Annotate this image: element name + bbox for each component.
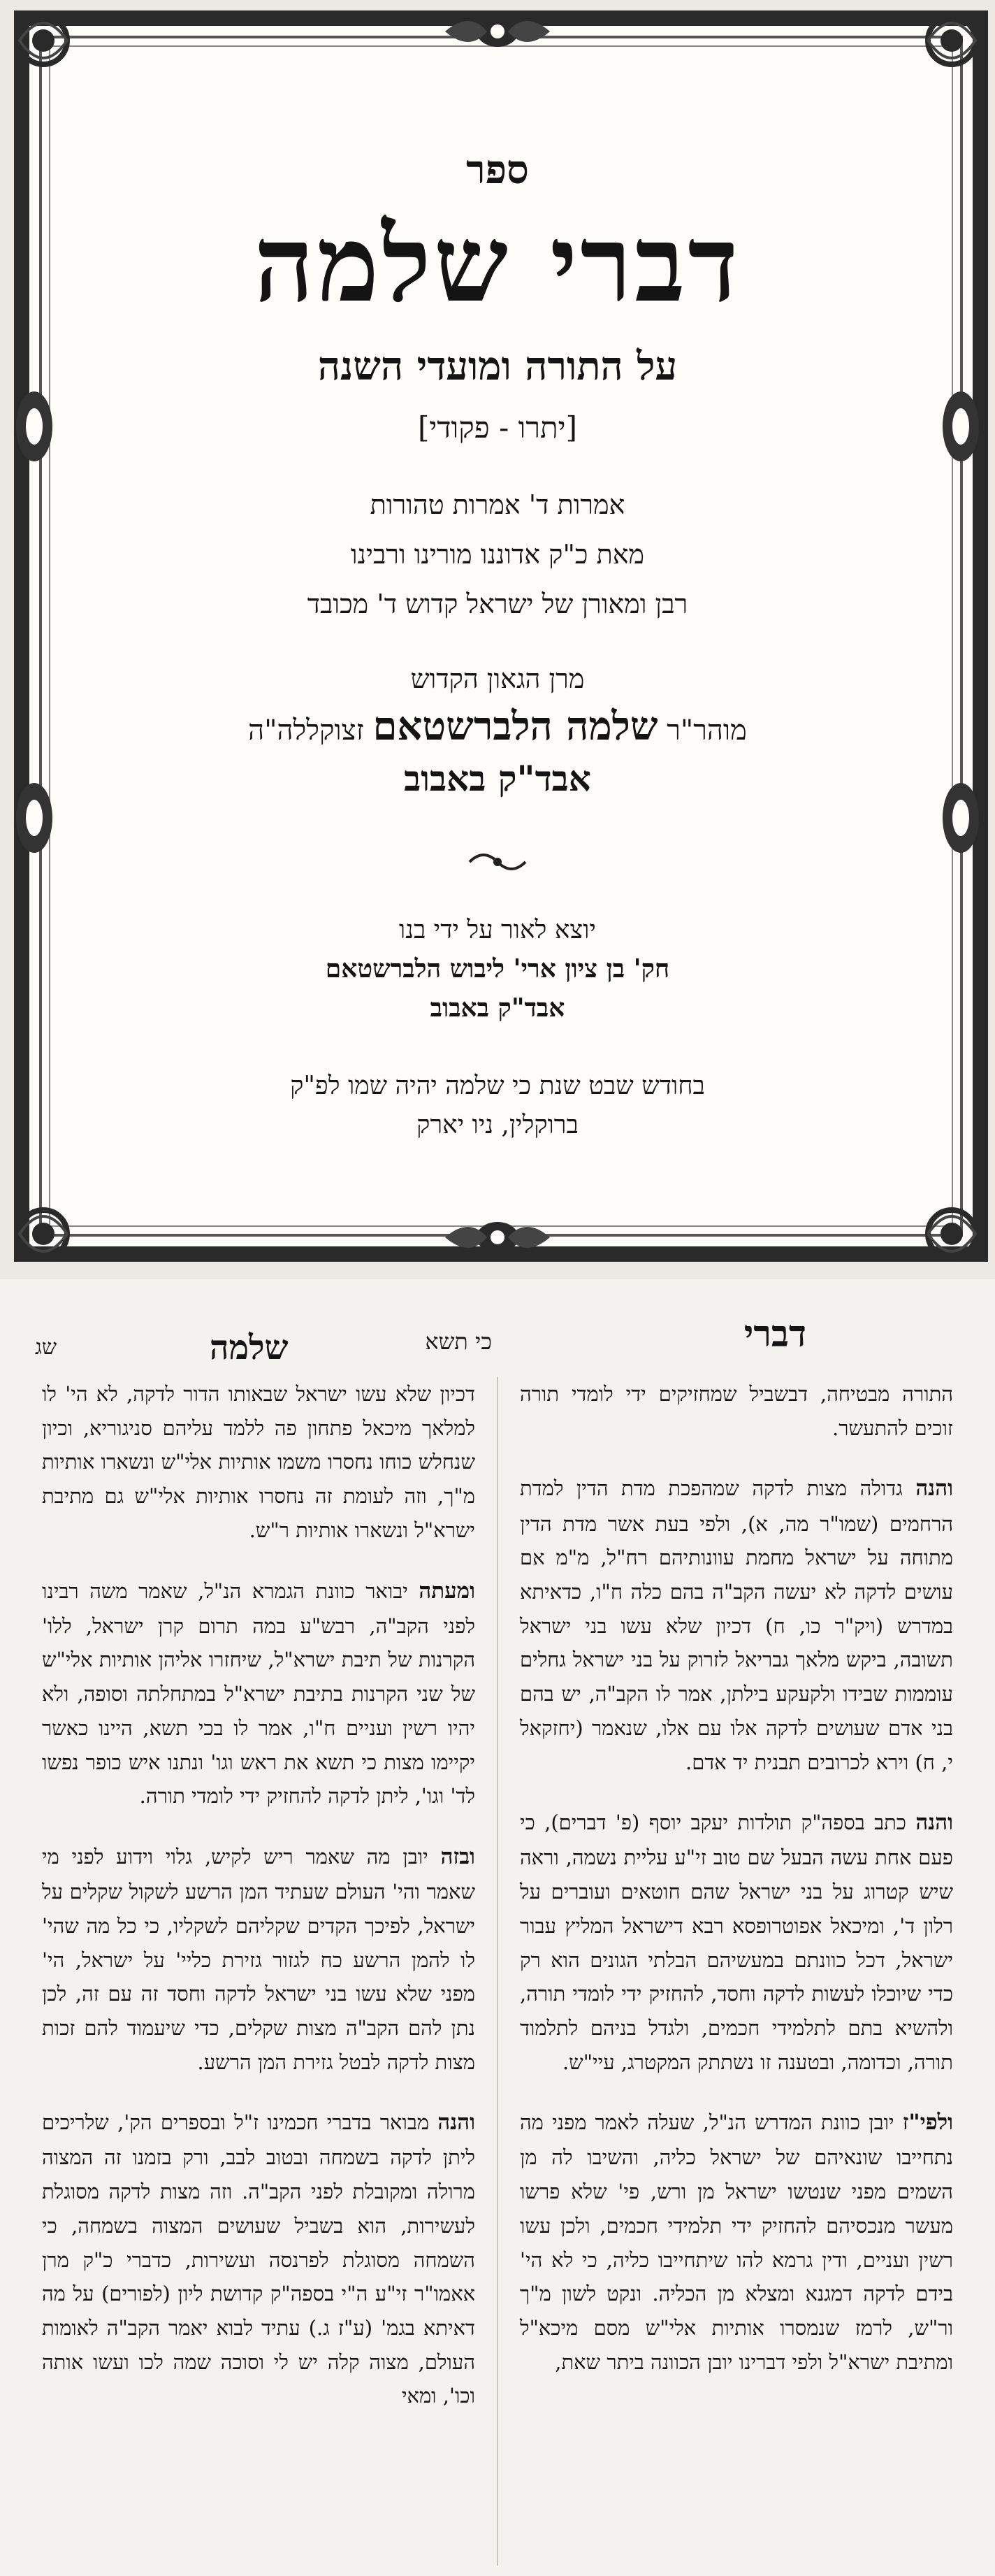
header-title-right: דברי <box>743 1313 806 1355</box>
rabbi-intro: מרן הגאון הקדוש <box>410 663 585 695</box>
paragraph <box>42 1839 475 2079</box>
paragraph-lead: ולפי"ז <box>902 2110 954 2136</box>
top-center-ornament-icon <box>438 7 557 56</box>
publisher-block <box>84 911 911 1028</box>
date-block <box>84 1067 911 1145</box>
description-line: מאת כ"ק אדוננו מורינו ורבינו <box>350 538 645 570</box>
title-page-photo <box>0 0 995 1279</box>
paragraph <box>520 1377 953 1445</box>
rabbi-prefix: מוהר"ר <box>667 714 747 747</box>
description-line: אמרות ד' אמרות טהורות <box>370 489 625 520</box>
paragraph-text: יובן מה שאמר ריש לקיש, גלוי וידוע לפני מי שאמר והי' העולם שעתיד המן הרשע לשקול שקלים על ישראל, לפיכך הקדים שקליהם לשקליו, כי כל מה שהי' לו להמן הרשע כח לגזור גזירת כליי' על ישראל, הי' מפני שלא עשו בני ישראל לדקה וחסד זה עם זה, לכן נתן להם הקב"ה מצות שקלים, כדי שיעמוד להם זכות מצות לדקה לבטל גזירת המן הרשע. <box>42 1844 475 2074</box>
publisher-line: אבד"ק באבוב <box>430 993 565 1023</box>
publisher-line: חק' בן ציון ארי' ליבוש הלברשטאם <box>325 954 670 984</box>
paragraph <box>42 1377 475 1548</box>
book-page-photo <box>0 1279 995 2576</box>
paragraph-text: דכיון שלא עשו ישראל שבאותו הדור לדקה, לא הי' לו למלאך מיכאל פתחון פה ללמד עליהם סניגוריא, וכיון שנחלש כוחו נחסרו משמו אותיות אלי"ש ונשארו אותיות מ"ך, וזה לעומת זה נחסרו אותיות אלי"ש גם מתיבת ישרא"ל ונשארו אותיות ר"ש. <box>42 1382 475 1542</box>
paragraph-lead: ובזה <box>440 1843 475 1869</box>
paragraph <box>520 2104 953 2379</box>
corner-ornament-icon <box>917 1199 987 1269</box>
book-subtitle: על התורה ומועדי השנה <box>317 343 678 389</box>
corner-ornament-icon <box>917 6 987 75</box>
title-page-content <box>84 112 911 1144</box>
right-column <box>520 1377 953 2404</box>
paragraph <box>520 1804 953 2079</box>
paragraph-text: יובן כוונת המדרש הנ"ל, שעלה לאמר מפני מה נתחייבו שונאיהם של ישראל כליה, והשיבו לה מן השמים מפני שנטשו ישראל מן ורש, פי' שלא פרשו מעשר מנכסיהם להחזיק ידי תלמידי חכמים, ולכן עשו רשין ועניים, ודין גרמא להו שיתחייבו כליה, כי לא הי' בידם לדקה דמגנא ומצלא מן הכליה. ונקט לשון מ"ך ור"ש, לרמז שנמסרו אותיות אלי"ש מסם מיכא"ל ומתיבת ישרא"ל ולפי דברינו יובן הכוונה ביתר שאת, <box>520 2110 953 2374</box>
paragraph-lead: והנה <box>437 2110 476 2136</box>
sefer-label: ספר <box>466 147 529 193</box>
paragraph <box>42 2104 475 2413</box>
rabbi-name: שלמה הלברשטאם <box>372 703 658 750</box>
paragraph-lead: והנה <box>915 1476 954 1502</box>
paragraph-lead: ומעתה <box>419 1578 476 1604</box>
place-line: ברוקלין, ניו יארק <box>416 1110 579 1139</box>
side-ornament-icon <box>10 384 59 468</box>
rabbi-suffix: זצוקללה"ה <box>248 714 364 747</box>
flourish-divider-icon <box>466 848 529 876</box>
paragraph-text: כתב בספה"ק תולדות יעקב יוסף (פ' דברים), כי פעם אחת עשה הבעל שם טוב זי"ע עליית נשמה, וראה שיש קטרוג על בני ישראל שהם חוטאים ועוברים על רלון ד', ומיכאל אפוטרופסא רבא דישראל המליץ עבור ישראל, דכל כוונתם במעשיהם הבלתי הגונים הוא רק כדי שיוכלו לעשות לדקה וחסד, להחזיק ידי לומדי תורה, ולהשיא בתם לתלמידי חכמים, ולגדל בניהם לתלמוד תורה, וכדומה, ובטענה זו נשתתק המקטרג, עיי"ש. <box>520 1811 953 2074</box>
column-divider <box>497 1377 498 2566</box>
side-ornament-icon <box>936 384 985 468</box>
side-ornament-icon <box>936 776 985 860</box>
paragraph <box>520 1470 953 1779</box>
left-column <box>42 1377 475 2438</box>
paragraph <box>42 1573 475 1813</box>
publisher-line: יוצא לאור על ידי בנו <box>399 916 596 945</box>
rabbi-name-line <box>84 703 911 749</box>
header-title-left: שלמה <box>210 1328 289 1367</box>
paragraph-text: גדולה מצות לדקה שמהפכת מדת הדין למדת הרחמים (שמו"ר מה, א), ולפי בעת אשר מדת הדין מתוחה על ישראל מחמת עוונותיהם רח"ל, מ"מ אם עושים לדקה לא יעשה הקב"ה בהם כלה ח"ו, כדאיתא במדרש (ויק"ר כו, ח) דכיון שלא עשו בני ישראל תשובה, ביקש מלאך גבריאל לזרוק על בני ישראל גחלים עוממות שבידו ולקעקע בילתן, אמר לו הקב"ה, יש בהם בני אדם שעושים לדקה אלו עם אלו, שנאמר (יחזקאל י, ח) וירא לכרובים תבנית יד אדם. <box>520 1476 953 1774</box>
date-line: בחודש שבט שנת כי שלמה יהיה שמו לפ"ק <box>290 1071 705 1100</box>
corner-ornament-icon <box>8 6 78 75</box>
page-header <box>0 1300 995 1370</box>
book-title: דברי שלמה <box>254 203 741 326</box>
rabbi-town: אבד"ק באבוב <box>404 758 591 800</box>
page-number: שג <box>35 1335 57 1360</box>
parshiot-range: [יתרו - פקודי] <box>417 410 578 445</box>
paragraph-text: יבואר כוונת הגמרא הנ"ל, שאמר משה רבינו לפני הקב"ה, רבש"ע במה תרום קרן ישראל, ללו' הקרנות של תיבת ישרא"ל, שיחזרו אליהן אותיות אלי"ש של שני הקרנות בתיבת ישרא"ל במתחלתה וסופה, ולא יהיו רשין ועניים ח"ו, אמר לו בכי תשא, היינו כאשר יקיימו מצות כי תשא את ראש וגו' ונתנו איש כופר נפשו לד' וגו', ליתן לדקה להחזיק ידי לומדי תורה. <box>42 1578 475 1808</box>
side-ornament-icon <box>10 776 59 860</box>
paragraph-lead: והנה <box>915 1810 954 1836</box>
description-line: רבן ומאורן של ישראל קדוש ד' מכובד <box>307 588 688 619</box>
corner-ornament-icon <box>8 1199 78 1269</box>
paragraph-text: התורה מבטיחה, דבשביל שמחזיקים ידי לומדי תורה זוכים להתעשר. <box>520 1382 953 1440</box>
header-parsha: כי תשא <box>425 1328 492 1355</box>
bottom-center-ornament-icon <box>438 1213 557 1262</box>
paragraph-text: מבואר בדברי חכמינו ז"ל ובספרים הק', שלריכים ליתן לדקה בשמחה ובטוב לבב, ורק בזמנו זה המצוה מרולה ומקובלת לפני הקב"ה. וזה מצות לדקה מסוגלת לעשירות, הוא בשביל שעושים המצוה בשמחה, כי השמחה מסוגלת לפרנסה ועשירות, כדברי כ"ק מרן אאמו"ר זי"ע ה"י בספה"ק קדושת ליון (לפורים) על מה דאיתא בגמ' (ע"ז ג.) עתיד לבוא יאמר הקב"ה לאומות העולם, מצוה קלה יש לי וסוכה שמה לכו ועשו אותה וכו', ומאי <box>42 2110 475 2408</box>
